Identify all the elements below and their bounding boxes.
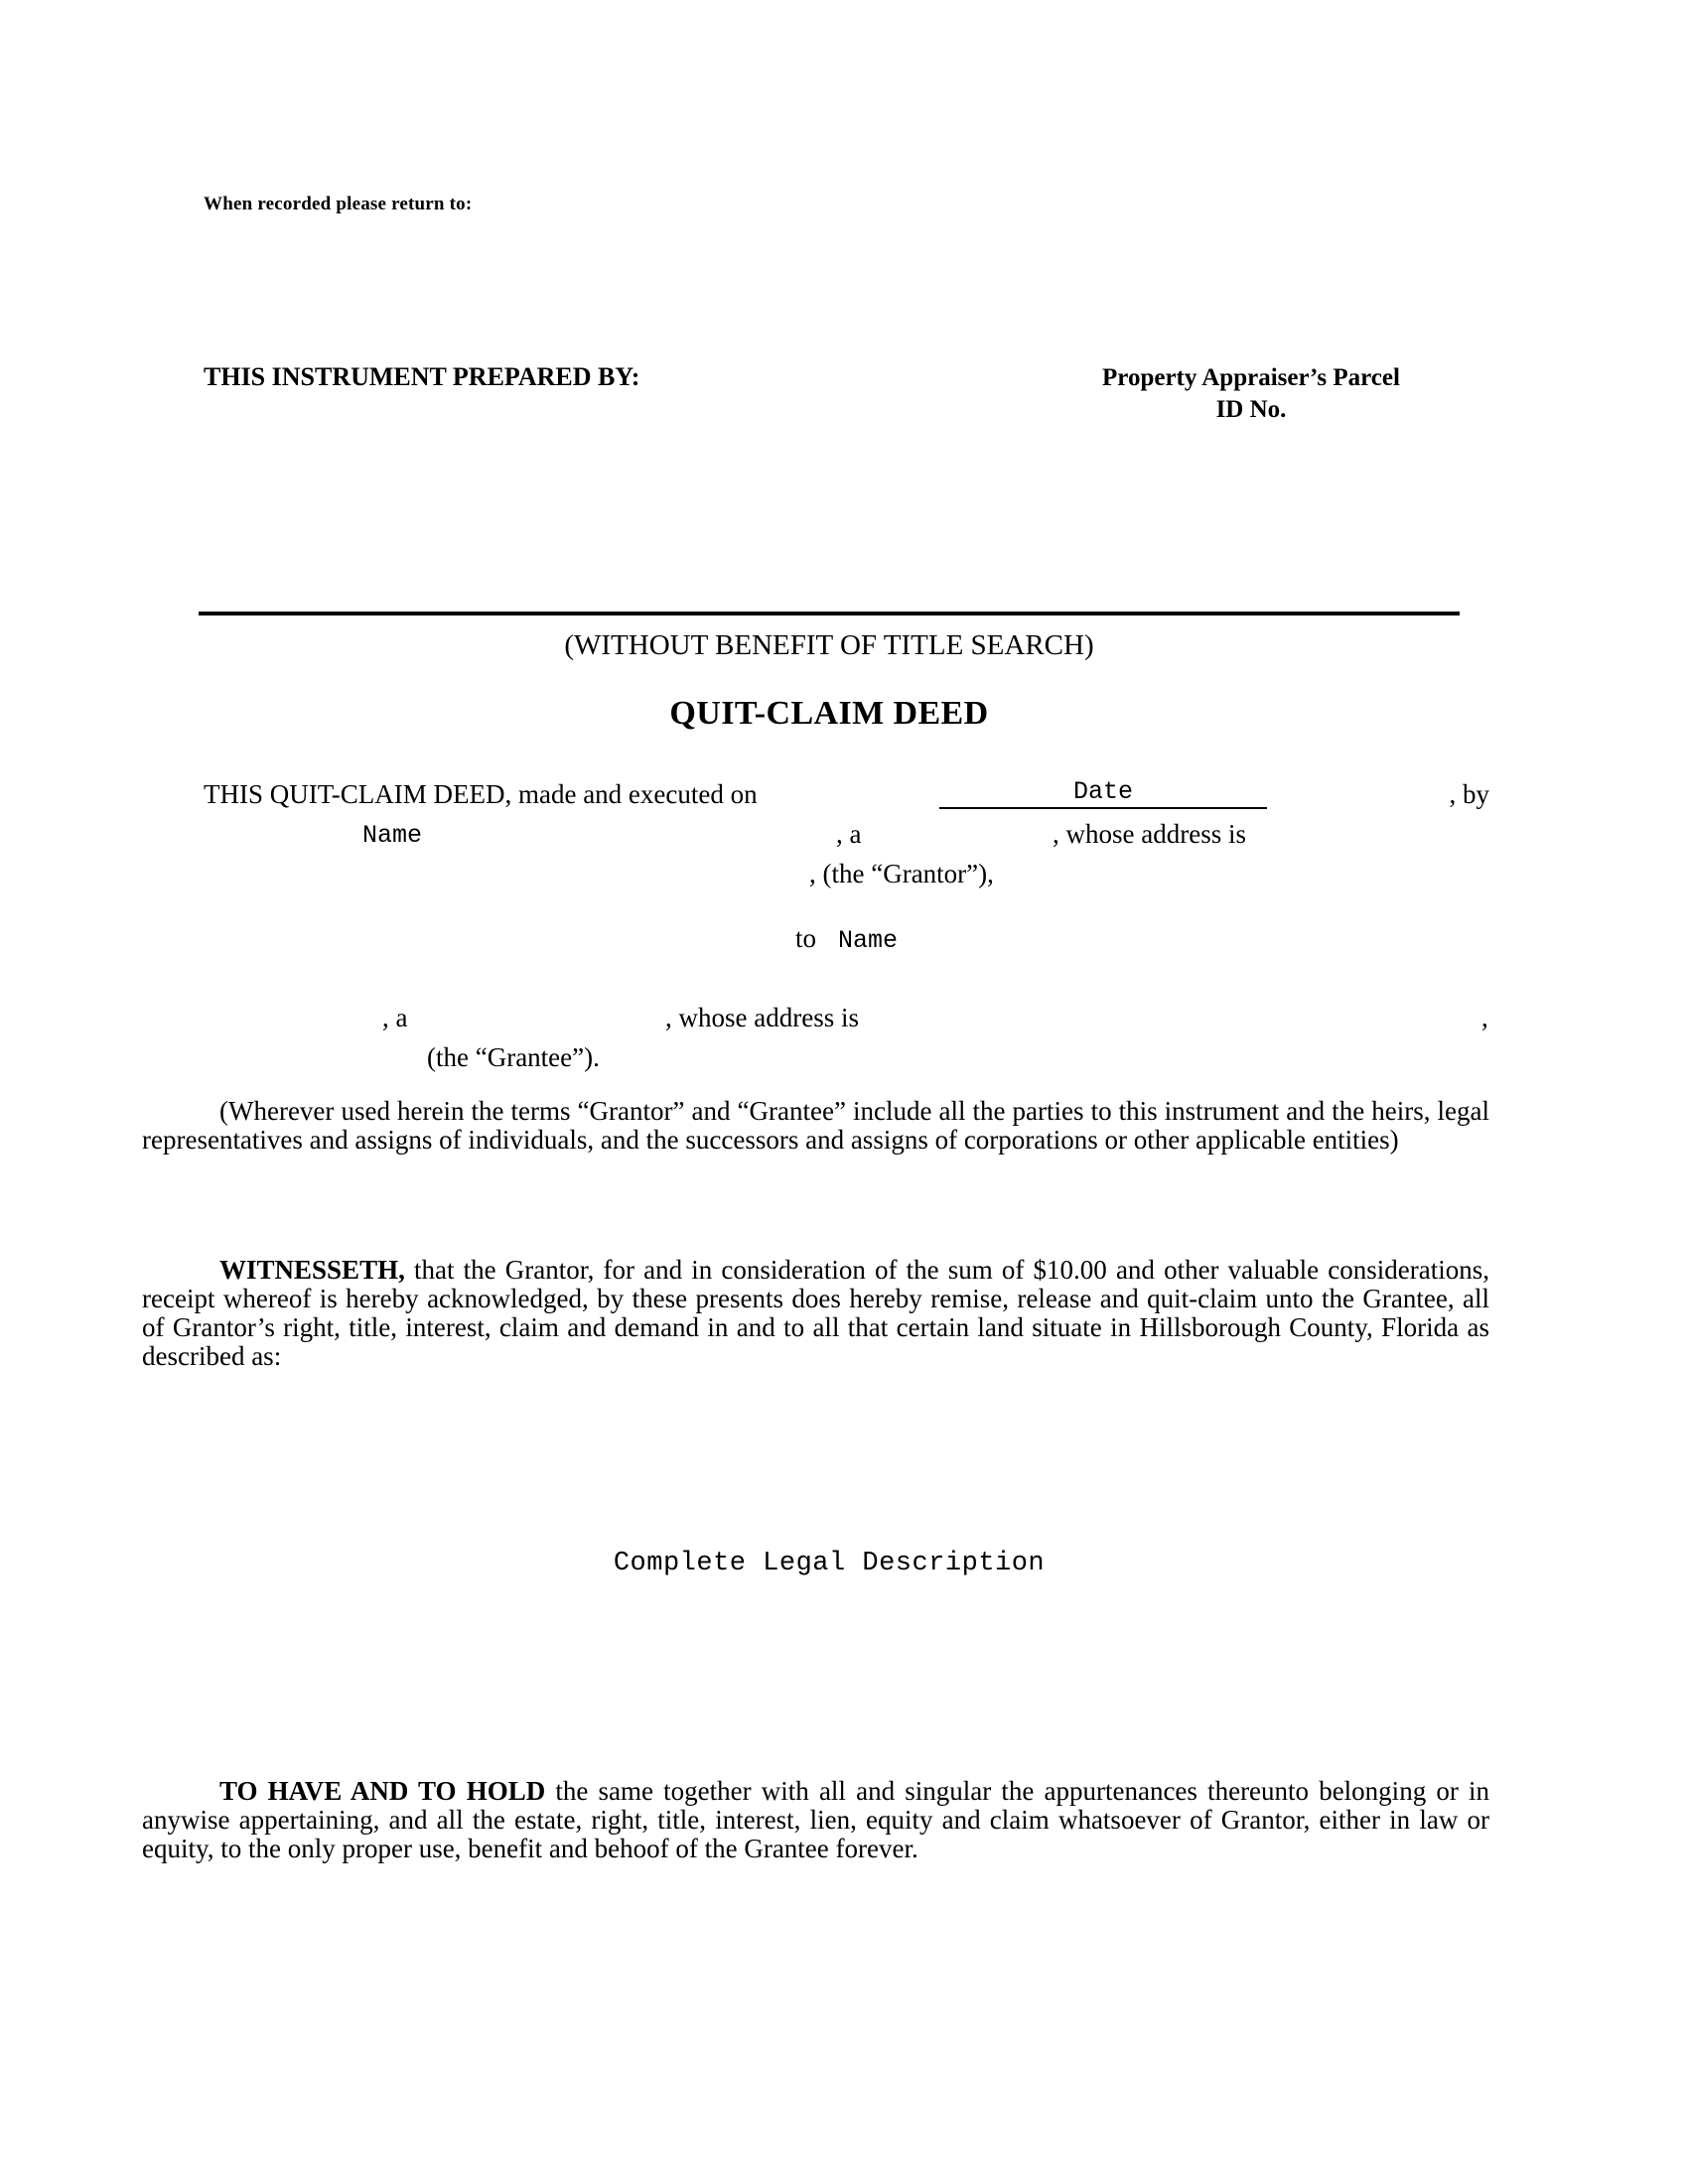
grantee-name-field[interactable]: Name [838,926,899,955]
witnesseth-paragraph [142,1256,1489,1371]
witnesseth-lead-in: WITNESSETH, [219,1255,405,1285]
date-field[interactable]: Date [939,777,1267,809]
clause-prefix-text: THIS QUIT-CLAIM DEED, made and executed on [204,779,758,809]
to-have-body-text: the same together with all and singular the appurtenances thereunto belonging or in anywise appertaining, and all the estate, right, title, interest, lien, equity and claim whatsoever of Grantor, either in law or equity, to the only proper use, benefit and behoof of the Grantee forever. [142,1776,1489,1863]
grantor-term-label: , (the “Grantor”), [809,859,994,888]
grantee-trailing-comma: , [1481,1003,1488,1032]
wherever-used-paragraph [142,1097,1489,1155]
grantee-term-label: (the “Grantee”). [427,1042,600,1072]
wherever-used-text: (Wherever used herein the terms “Grantor” and “Grantee” include all the parties to this instrument and the heirs, legal representatives and assigns of individuals, and the successors and assigns of corporations or other applicable entities) [142,1096,1489,1155]
parcel-id-line2: ID No. [1215,396,1287,423]
document-subtitle: (WITHOUT BENEFIT OF TITLE SEARCH) [564,629,1094,661]
horizontal-rule [199,612,1460,615]
to-label: to [794,923,816,953]
grantee-entity-label: , a [382,1003,408,1032]
granting-clause-line-1 [204,779,1489,811]
witnesseth-body-text: that the Grantor, for and in consideration of the sum of $10.00 and other valuable considerations, receipt whereof is hereby acknowledged, by these presents does hereby remise, release and quit-claim unto the Grantee, all of Grantor’s right, title, interest, claim and demand in and to all that certain land situate in Hillsborough County, Florida as described as: [142,1255,1489,1371]
return-to-label: When recorded please return to: [204,194,473,214]
grantee-line [204,923,1489,955]
parcel-id-block [1033,362,1470,426]
to-have-lead-in: TO HAVE AND TO HOLD [219,1776,546,1806]
clause-by-text: , by [1449,779,1489,809]
grantor-address-label: , whose address is [1053,819,1246,849]
to-have-and-to-hold-paragraph [142,1777,1489,1863]
grantor-name-field[interactable]: Name [362,821,423,850]
parcel-id-line1: Property Appraiser’s Parcel [1102,364,1400,391]
page-title: QUIT-CLAIM DEED [669,695,989,732]
grantor-entity-label: , a [836,819,862,849]
legal-description-field[interactable]: Complete Legal Description [613,1549,1046,1578]
grantee-address-label: , whose address is [665,1003,859,1032]
prepared-by-label: THIS INSTRUMENT PREPARED BY: [204,362,640,391]
